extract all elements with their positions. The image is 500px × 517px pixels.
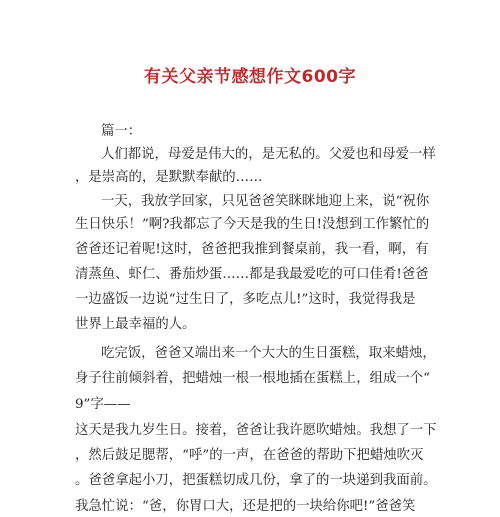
paragraph-line: 清蒸鱼、虾仁、番茄炒蛋……都是我最爱吃的可口佳肴!爸爸 xyxy=(75,267,429,282)
paragraph-line: 吃完饭，爸爸又端出来一个大大的生日蛋糕，取来蜡烛， xyxy=(101,346,436,361)
paragraph-line: 世界上最幸福的人。 xyxy=(75,317,196,332)
paragraph-line: 9”字—— xyxy=(75,397,131,412)
paragraph-line: ，然后鼓足腮帮，“呼”的一声，在爸爸的帮助下把蜡烛吹灭 xyxy=(75,448,424,463)
paragraph-line: 这天是我九岁生日。接着，爸爸让我许愿吹蜡烛。我想了一下 xyxy=(75,423,437,438)
paragraph-line: 人们都说，母爱是伟大的，是无私的。父爱也和母爱一样 xyxy=(101,147,436,162)
paragraph-line: 生日快乐！”啊?我都忘了今天是我的生日!没想到工作繁忙的 xyxy=(75,217,430,232)
paragraph-line: 一天，我放学回家，只见爸爸笑眯眯地迎上来，说“祝你 xyxy=(101,194,430,209)
paragraph-line: 篇一： xyxy=(101,124,142,139)
paragraph-line: 身子往前倾斜着，把蜡烛一根一根地插在蛋糕上，组成一个“ xyxy=(75,371,430,386)
paragraph-line: 。爸爸拿起小刀，把蛋糕切成几份，拿了的一块递到我面前。 xyxy=(75,473,437,488)
paragraph-line: ，是崇高的，是默默奉献的…… xyxy=(75,170,263,185)
paragraph-line: 我急忙说：“爸，你胃口大，还是把的一块给你吧!”爸爸笑 xyxy=(75,499,416,514)
document-title: 有关父亲节感想作文600字 xyxy=(144,67,356,87)
paragraph-line: 爸爸还记着呢!这时，爸爸把我推到餐桌前，我一看，啊，有 xyxy=(75,242,429,257)
paragraph-line: 一边盛饭一边说“过生日了，多吃点儿!”这时，我觉得我是 xyxy=(75,292,416,307)
